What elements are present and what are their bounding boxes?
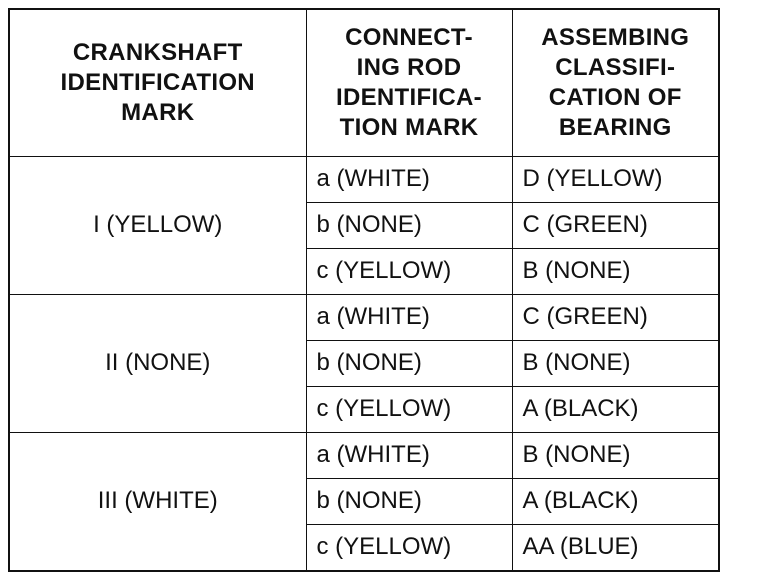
bearing-class-cell: A (BLACK)	[512, 478, 718, 524]
rod-mark-cell: c (YELLOW)	[306, 248, 512, 294]
rod-mark-cell: c (YELLOW)	[306, 386, 512, 432]
crankshaft-mark-cell: II (NONE)	[10, 294, 306, 432]
crankshaft-mark-cell: III (WHITE)	[10, 432, 306, 570]
rod-mark-cell: a (WHITE)	[306, 294, 512, 340]
header-crankshaft-mark: CRANKSHAFT IDENTIFICATION MARK	[10, 10, 306, 156]
bearing-class-cell: C (GREEN)	[512, 202, 718, 248]
table-frame	[8, 8, 720, 572]
table-row	[10, 432, 718, 478]
bearing-selection-table	[10, 10, 718, 571]
bearing-class-cell: B (NONE)	[512, 340, 718, 386]
table-header-row	[10, 10, 718, 156]
bearing-class-cell: D (YELLOW)	[512, 156, 718, 202]
header-bearing-classification: ASSEMBING CLASSIFI- CATION OF BEARING	[512, 10, 718, 156]
rod-mark-cell: a (WHITE)	[306, 432, 512, 478]
bearing-class-cell: C (GREEN)	[512, 294, 718, 340]
header-connecting-rod-mark: CONNECT- ING ROD IDENTIFICA- TION MARK	[306, 10, 512, 156]
table-row	[10, 156, 718, 202]
table-row	[10, 294, 718, 340]
bearing-class-cell: A (BLACK)	[512, 386, 718, 432]
crankshaft-mark-cell: I (YELLOW)	[10, 156, 306, 294]
bearing-class-cell: B (NONE)	[512, 248, 718, 294]
rod-mark-cell: b (NONE)	[306, 340, 512, 386]
bearing-class-cell: B (NONE)	[512, 432, 718, 478]
bearing-class-cell: AA (BLUE)	[512, 524, 718, 570]
rod-mark-cell: c (YELLOW)	[306, 524, 512, 570]
rod-mark-cell: b (NONE)	[306, 202, 512, 248]
rod-mark-cell: a (WHITE)	[306, 156, 512, 202]
rod-mark-cell: b (NONE)	[306, 478, 512, 524]
